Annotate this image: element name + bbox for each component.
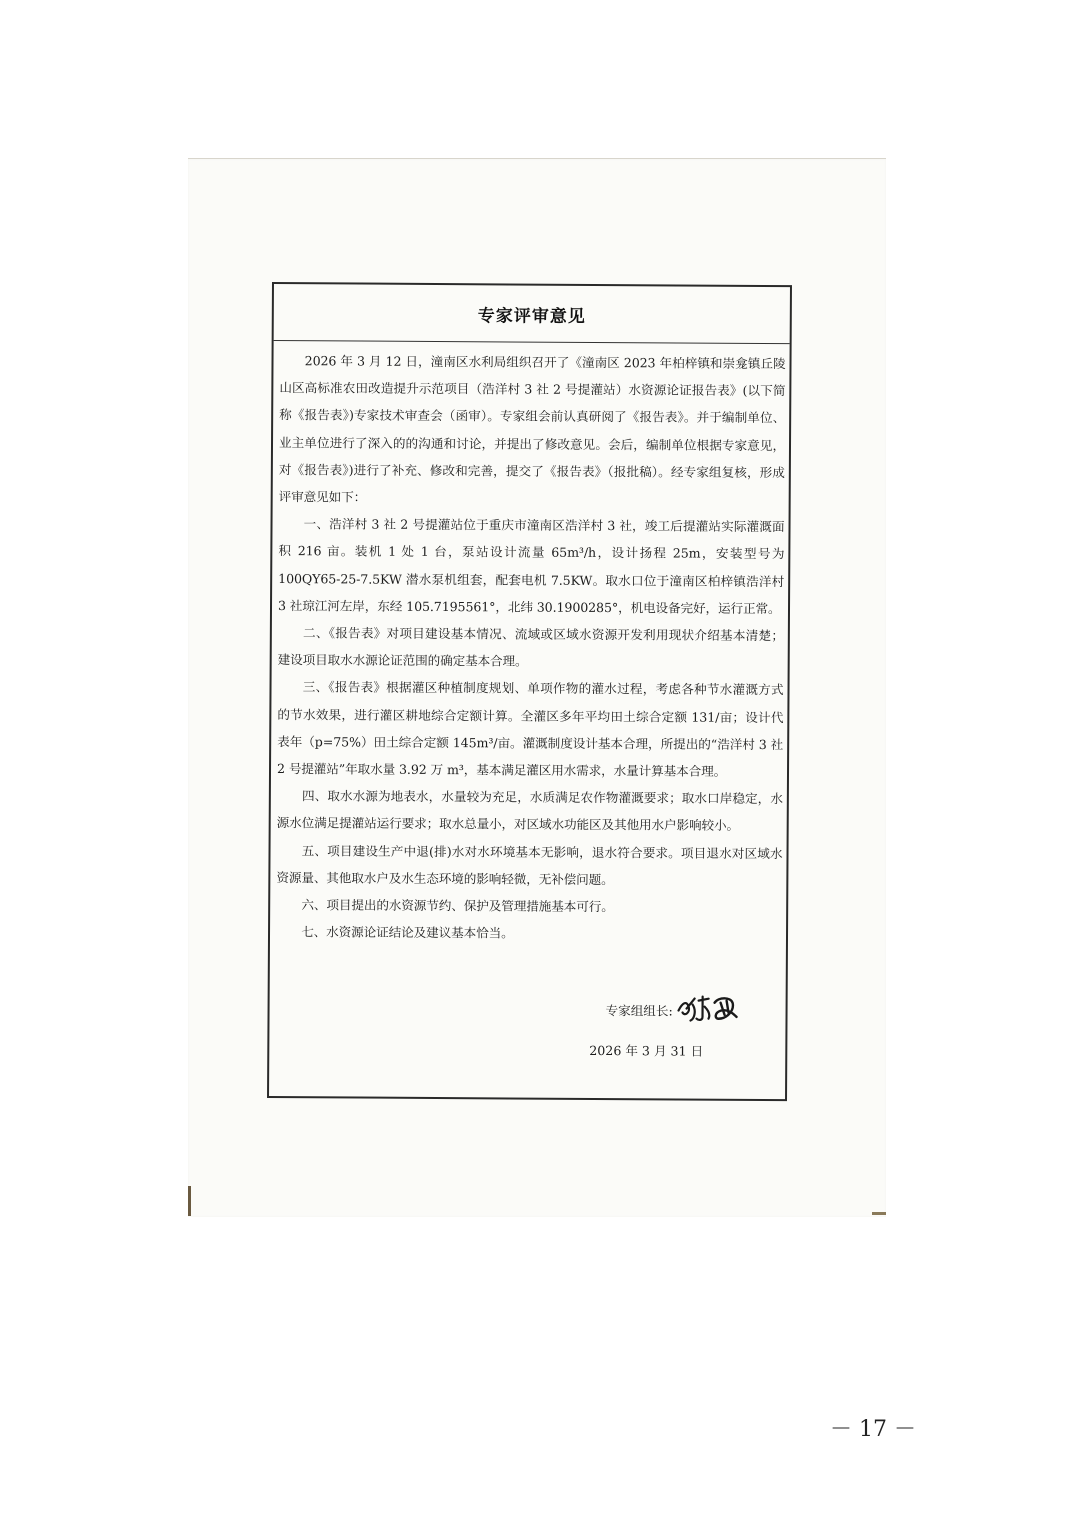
opinion-item-7: 七、水资源论证结论及建议基本恰当。 <box>301 924 514 941</box>
opinion-item-6: 六、项目提出的水资源节约、保护及管理措施基本可行。 <box>301 897 614 915</box>
opinion-item-1: 一、浩洋村 3 社 2 号提灌站位于重庆市潼南区浩洋村 3 社，竣工后提灌站实际灌溉面积 216 亩。装机 1 处 1 台，泵站设计流量 65m³/h，设计扬程 25m，安装型号为 100QY65-25-7.5KW 潜水泵机组套，配套电机 7.5KW。取水口位于潼南区柏梓镇浩洋村 3 社琼江河左岸，东经 105.7195561°，北纬 30.1900285°，机电设备完好，运行正常。 <box>277 516 785 616</box>
handwritten-signature <box>674 988 740 1028</box>
signer-label: 专家组组长: <box>605 1003 673 1019</box>
intro-paragraph: 2026 年 3 月 12 日，潼南区水利局组织召开了《潼南区 2023 年柏梓镇和崇龛镇丘陵山区高标准农田改造提升示范项目（浩洋村 3 社 2 号提灌站）水资源论证报告表》(以下简称《报告表》)专家技术审查会（函审）。专家组会前认真研阅了《报告表》。并于编制单位、业主单位进行了深入的的沟通和讨论，并提出了修改意见。会后，编制单位根据专家意见，对《报告表》)进行了补充、修改和完善，提交了《报告表》（报批稿）。经专家组复核，形成评审意见如下： <box>278 353 786 505</box>
review-table <box>267 282 792 1101</box>
scan-edge-mark <box>188 1186 191 1216</box>
opinion-item-5: 五、项目建设生产中退(排)水对水环境基本无影响，退水符合要求。项目退水对区域水资源量、其他取水户及水生态环境的影响轻微，无补偿问题。 <box>276 842 783 887</box>
page-number: － 17 － <box>830 1417 916 1442</box>
opinion-item-2: 二、《报告表》对项目建设基本情况、流域或区域水资源开发利用现状介绍基本清楚；建设项目取水水源论证范围的确定基本合理。 <box>277 625 784 669</box>
opinion-item-4: 四、取水水源为地表水，水量较为充足，水质满足农作物灌溉要求；取水口岸稳定，水源水位满足提灌站运行要求；取水总量小，对区域水功能区及其他用水户影响较小。 <box>276 788 783 834</box>
scan-edge-mark <box>872 1212 886 1215</box>
opinion-item-3: 三、《报告表》根据灌区种植制度规划、单项作物的灌水过程，考虑各种节水灌溉方式的节水效果，进行灌区耕地综合定额计算。全灌区多年平均田土综合定额 131/亩；设计代表年（p=75%）田土综合定额 145m³/亩。灌溉制度设计基本合理，所提出的“浩洋村 3 社 2 号提灌站”年取水量 3.92 万 m³，基本满足灌区用水需求，水量计算基本合理。 <box>276 679 784 779</box>
signature-date: 2026 年 3 月 31 日 <box>589 1042 704 1059</box>
title-row <box>274 284 790 344</box>
signature-block <box>269 984 786 1077</box>
review-body <box>270 341 790 949</box>
review-title: 专家评审意见 <box>477 305 586 327</box>
